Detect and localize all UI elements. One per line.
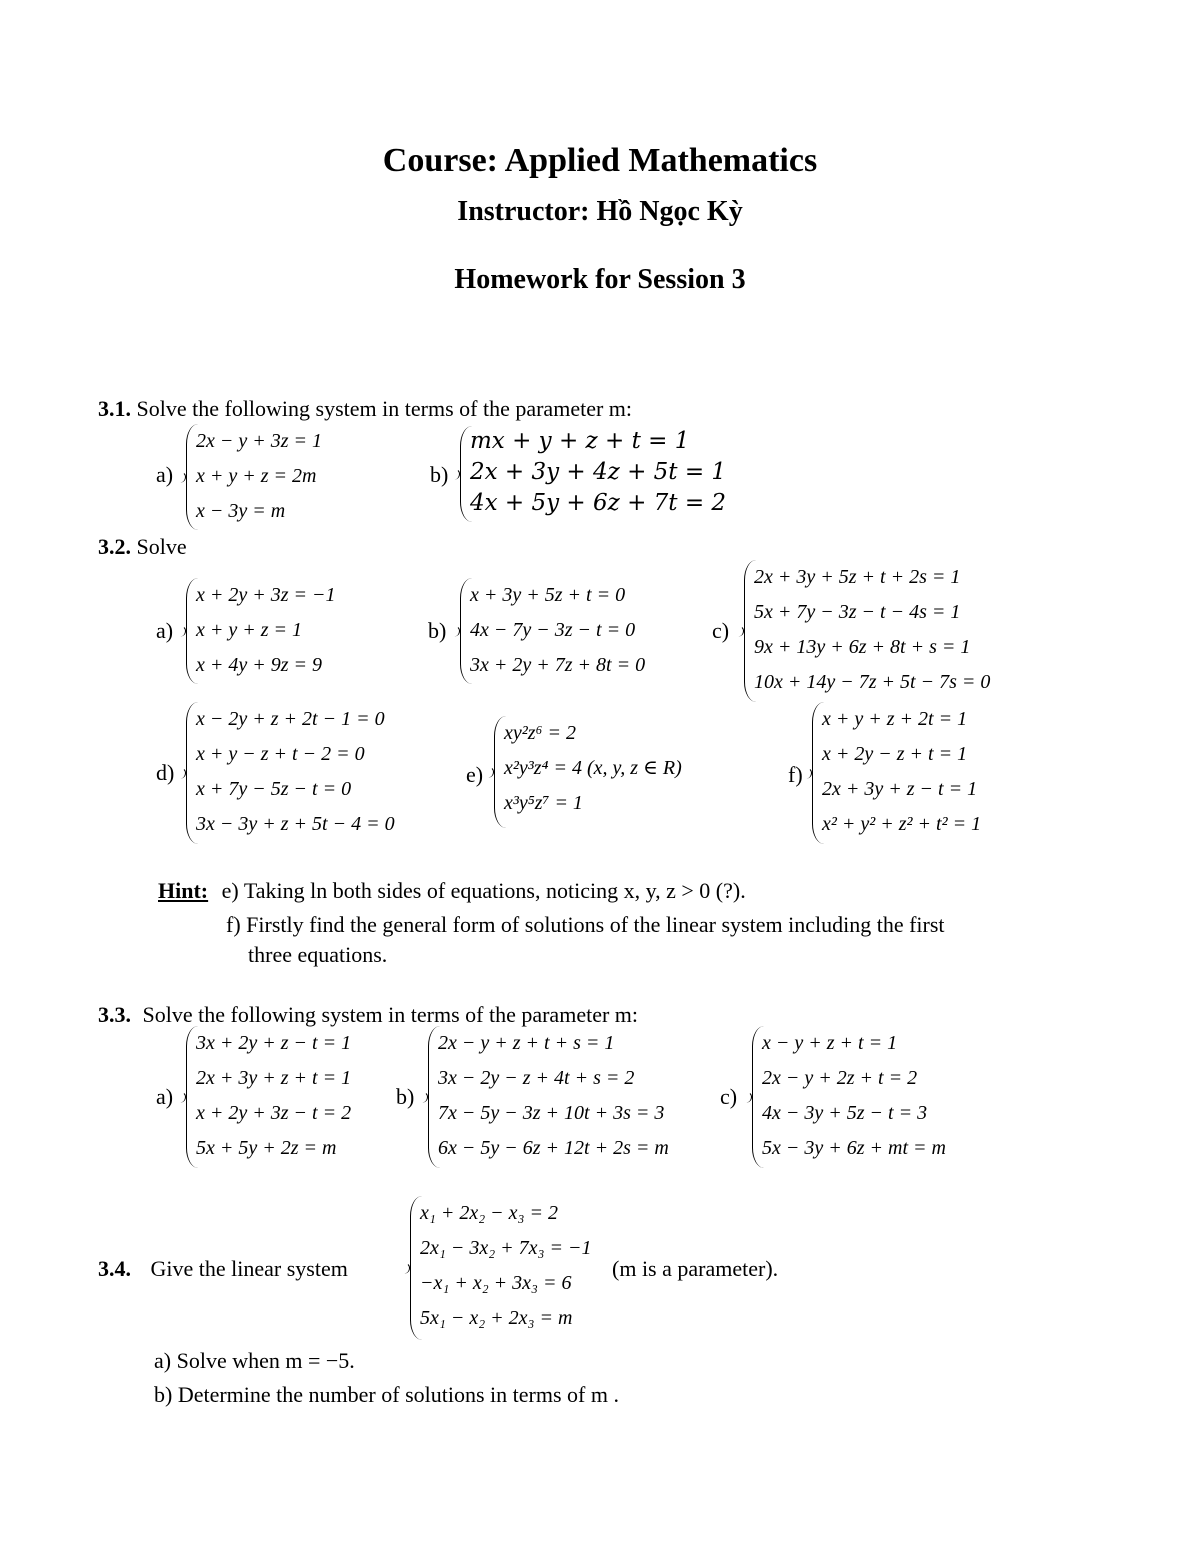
equation: 3x + 2y + z − t = 1 bbox=[196, 1032, 352, 1054]
equation: 3x + 2y + 7z + 8t = 0 bbox=[470, 654, 646, 676]
equation: 7x − 5y − 3z + 10t + 3s = 3 bbox=[438, 1102, 665, 1124]
part-label: e) bbox=[466, 762, 484, 787]
brace bbox=[428, 1026, 441, 1168]
equation-system-3-3-a bbox=[186, 1026, 351, 1168]
question-b: b) Determine the number of solutions in terms of m . bbox=[154, 1382, 619, 1407]
equation: 6x − 5y − 6z + 12t + 2s = m bbox=[438, 1137, 669, 1159]
equation-system-3-4 bbox=[410, 1196, 591, 1340]
equation: x + y + z = 1 bbox=[196, 619, 303, 641]
brace bbox=[410, 1196, 423, 1340]
equation-system-3-3-c bbox=[752, 1026, 946, 1168]
part-label: b) bbox=[396, 1084, 415, 1109]
equation-system-3-2-c bbox=[744, 560, 990, 702]
equation: 5x₁ − x₂ + 2x₃ = m bbox=[420, 1307, 573, 1329]
part-label: c) bbox=[720, 1084, 738, 1109]
hint-line: e) Taking ln both sides of equations, noticing x, y, z > 0 (?). bbox=[221, 878, 746, 903]
equation: x + 4y + 9z = 9 bbox=[196, 654, 323, 676]
parameter-note: (m is a parameter). bbox=[612, 1256, 779, 1281]
equation: 5x + 7y − 3z − t − 4s = 1 bbox=[754, 601, 961, 623]
brace bbox=[186, 578, 199, 684]
equation: x − 2y + z + 2t − 1 = 0 bbox=[196, 708, 385, 730]
question-a: a) Solve when m = −5. bbox=[154, 1348, 355, 1373]
part-label: c) bbox=[712, 618, 730, 643]
equation-system-3-3-b bbox=[428, 1026, 669, 1168]
equation: 4x − 3y + 5z − t = 3 bbox=[762, 1102, 928, 1124]
part-label: a) bbox=[156, 1084, 174, 1109]
brace bbox=[460, 578, 473, 684]
problem-3-1-heading bbox=[98, 396, 632, 422]
problem-3-4-heading bbox=[98, 1256, 348, 1282]
brace bbox=[460, 426, 473, 522]
hint-line: f) Firstly find the general form of solutions of the linear system including the first bbox=[226, 912, 945, 937]
problem-text: Solve the following system in terms of the parameter m: bbox=[136, 396, 633, 421]
equation: x + 3y + 5z + t = 0 bbox=[470, 584, 626, 606]
equation: x² + y² + z² + t² = 1 bbox=[822, 813, 982, 835]
equation: 2x + 3y + 4z + 5t = 1 bbox=[470, 459, 727, 485]
equation: x + y + z = 2m bbox=[196, 465, 317, 487]
equation: 2x − y + z + t + s = 1 bbox=[438, 1032, 615, 1054]
brace bbox=[186, 424, 199, 530]
problem-number: 3.1. bbox=[98, 396, 131, 421]
equation: 5x + 5y + 2z = m bbox=[196, 1137, 337, 1159]
equation: 2x + 3y + z − t = 1 bbox=[822, 778, 978, 800]
equation: x + 2y − z + t = 1 bbox=[822, 743, 968, 765]
brace bbox=[186, 702, 199, 844]
part-label: f) bbox=[788, 762, 803, 787]
equation: 4x − 7y − 3z − t = 0 bbox=[470, 619, 636, 641]
equation: −x₁ + x₂ + 3x₃ = 6 bbox=[420, 1272, 572, 1294]
equation: x + y + z + 2t = 1 bbox=[822, 708, 968, 730]
part-label: b) bbox=[428, 618, 447, 643]
equation: x − 3y = m bbox=[196, 500, 286, 522]
equation: 5x − 3y + 6z + mt = m bbox=[762, 1137, 946, 1159]
equation: xy²z⁶ = 2 bbox=[504, 722, 576, 744]
equation: x₁ + 2x₂ − x₃ = 2 bbox=[420, 1202, 558, 1224]
equation-system-3-1-b bbox=[460, 426, 726, 522]
equation-system-3-2-e bbox=[494, 716, 682, 828]
equation-system-3-2-f bbox=[812, 702, 981, 844]
brace bbox=[186, 1026, 199, 1168]
problem-number: 3.3. bbox=[98, 1002, 131, 1027]
equation: x + 2y + 3z = −1 bbox=[196, 584, 336, 606]
problem-number: 3.2. bbox=[98, 534, 131, 559]
hint-block bbox=[158, 878, 746, 904]
equation: x + 7y − 5z − t = 0 bbox=[196, 778, 352, 800]
equation: x − y + z + t = 1 bbox=[762, 1032, 898, 1054]
equation: 2x − y + 2z + t = 2 bbox=[762, 1067, 918, 1089]
part-label: d) bbox=[156, 760, 175, 785]
equation: 3x − 2y − z + 4t + s = 2 bbox=[438, 1067, 635, 1089]
brace bbox=[752, 1026, 765, 1168]
problem-3-2-heading bbox=[98, 534, 187, 560]
equation: x³y⁵z⁷ = 1 bbox=[504, 792, 583, 814]
part-label: a) bbox=[156, 462, 174, 487]
hint-label: Hint: bbox=[158, 878, 209, 903]
equation-system-3-2-d bbox=[186, 702, 395, 844]
equation: 9x + 13y + 6z + 8t + s = 1 bbox=[754, 636, 971, 658]
equation: x + y − z + t − 2 = 0 bbox=[196, 743, 365, 765]
homework-title: Homework for Session 3 bbox=[454, 264, 746, 295]
brace bbox=[494, 716, 507, 828]
problem-text: Give the linear system bbox=[150, 1256, 348, 1281]
equation-system-3-2-a bbox=[186, 578, 336, 684]
problem-text: Solve bbox=[136, 534, 187, 559]
equation: 2x + 3y + z + t = 1 bbox=[196, 1067, 352, 1089]
equation: 4x + 5y + 6z + 7t = 2 bbox=[470, 490, 727, 516]
equation: 3x − 3y + z + 5t − 4 = 0 bbox=[196, 813, 395, 835]
equation-system-3-2-b bbox=[460, 578, 645, 684]
brace bbox=[812, 702, 825, 844]
equation: 2x₁ − 3x₂ + 7x₃ = −1 bbox=[420, 1237, 592, 1259]
instructor-line: Instructor: Hồ Ngọc Kỳ bbox=[457, 196, 743, 227]
problem-3-3-heading bbox=[98, 1002, 638, 1028]
course-title: Course: Applied Mathematics bbox=[382, 142, 818, 179]
problem-text: Solve the following system in terms of the parameter m: bbox=[142, 1002, 639, 1027]
hint-line: three equations. bbox=[248, 942, 388, 967]
equation: x²y³z⁴ = 4 (x, y, z ∈ R) bbox=[504, 757, 682, 779]
equation: mx + y + z + t = 1 bbox=[470, 428, 690, 454]
brace bbox=[744, 560, 757, 702]
part-label: a) bbox=[156, 618, 174, 643]
part-label: b) bbox=[430, 462, 449, 487]
equation-system-3-1-a bbox=[186, 424, 322, 530]
problem-number: 3.4. bbox=[98, 1256, 131, 1281]
equation: 2x − y + 3z = 1 bbox=[196, 430, 323, 452]
equation: x + 2y + 3z − t = 2 bbox=[196, 1102, 352, 1124]
equation: 2x + 3y + 5z + t + 2s = 1 bbox=[754, 566, 961, 588]
equation: 10x + 14y − 7z + 5t − 7s = 0 bbox=[754, 671, 991, 693]
